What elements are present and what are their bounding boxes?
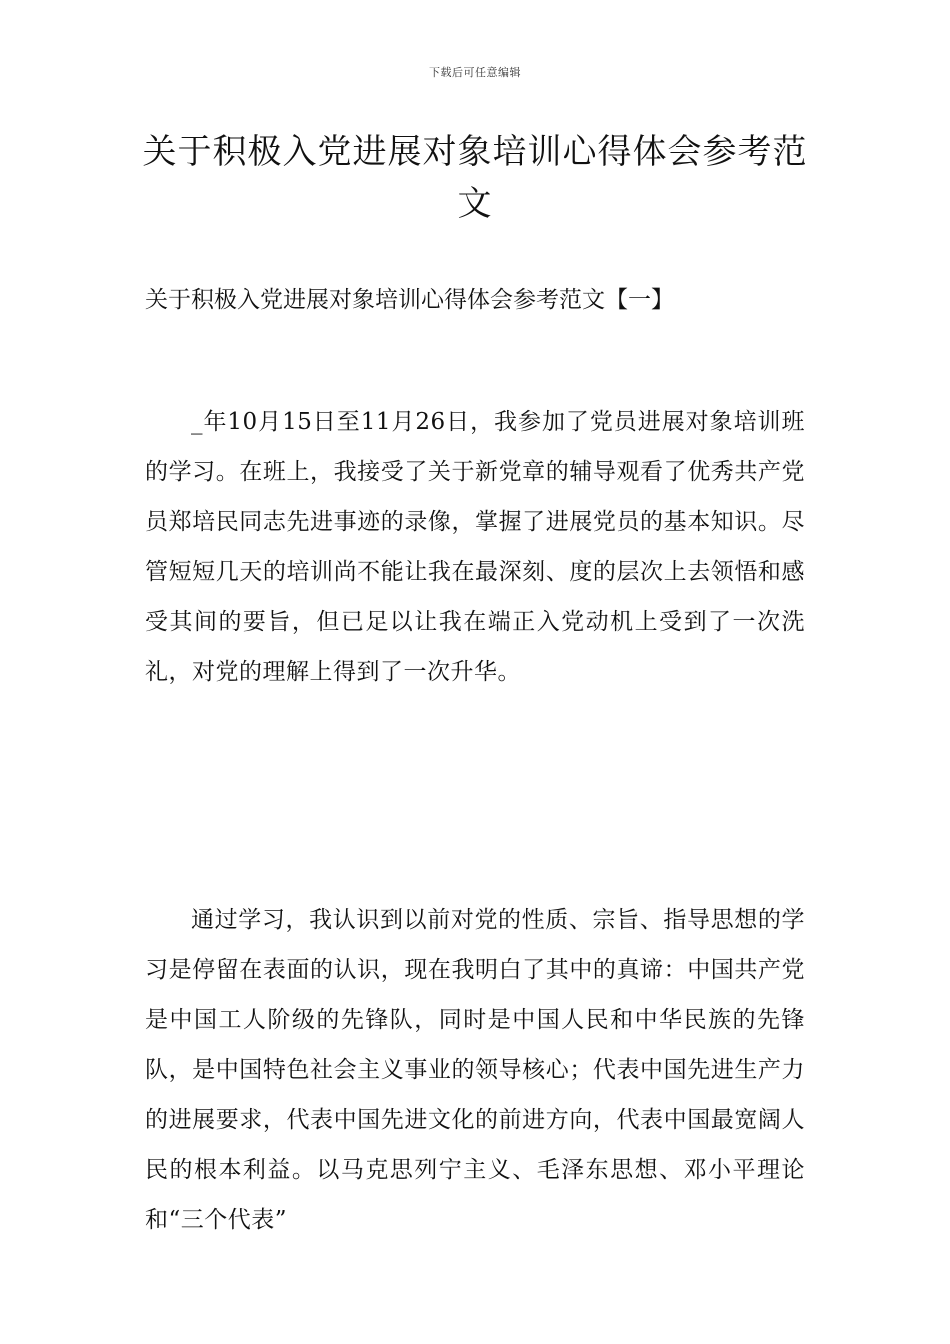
page-header-note: 下载后可任意编辑 [429,66,521,79]
section-heading: 关于积极入党进展对象培训心得体会参考范文【一】 [145,287,674,313]
body-paragraph-1: _年10月15日至11月26日，我参加了党员进展对象培训班的学习。在班上，我接受了关于新党章的辅导观看了优秀共产党员郑培民同志先进事迹的录像，掌握了进展党员的基本知识。尽管短短几天的培训尚不能让我在最深刻、度的层次上去领悟和感受其间的要旨，但已足以让我在端正入党动机上受到了一次洗礼，对党的理解上得到了一次升华。 [145,409,805,685]
body-paragraph-2: 通过学习，我认识到以前对党的性质、宗旨、指导思想的学习是停留在表面的认识，现在我明白了其中的真谛：中国共产党是中国工人阶级的先锋队，同时是中国人民和中华民族的先锋队，是中国特色社会主义事业的领导核心；代表中国先进生产力的进展要求，代表中国先进文化的前进方向，代表中国最宽阔人民的根本利益。以马克思列宁主义、毛泽东思想、邓小平理论和“三个代表” [145,907,805,1233]
document-title: 关于积极入党进展对象培训心得体会参考范文 [142,132,808,224]
